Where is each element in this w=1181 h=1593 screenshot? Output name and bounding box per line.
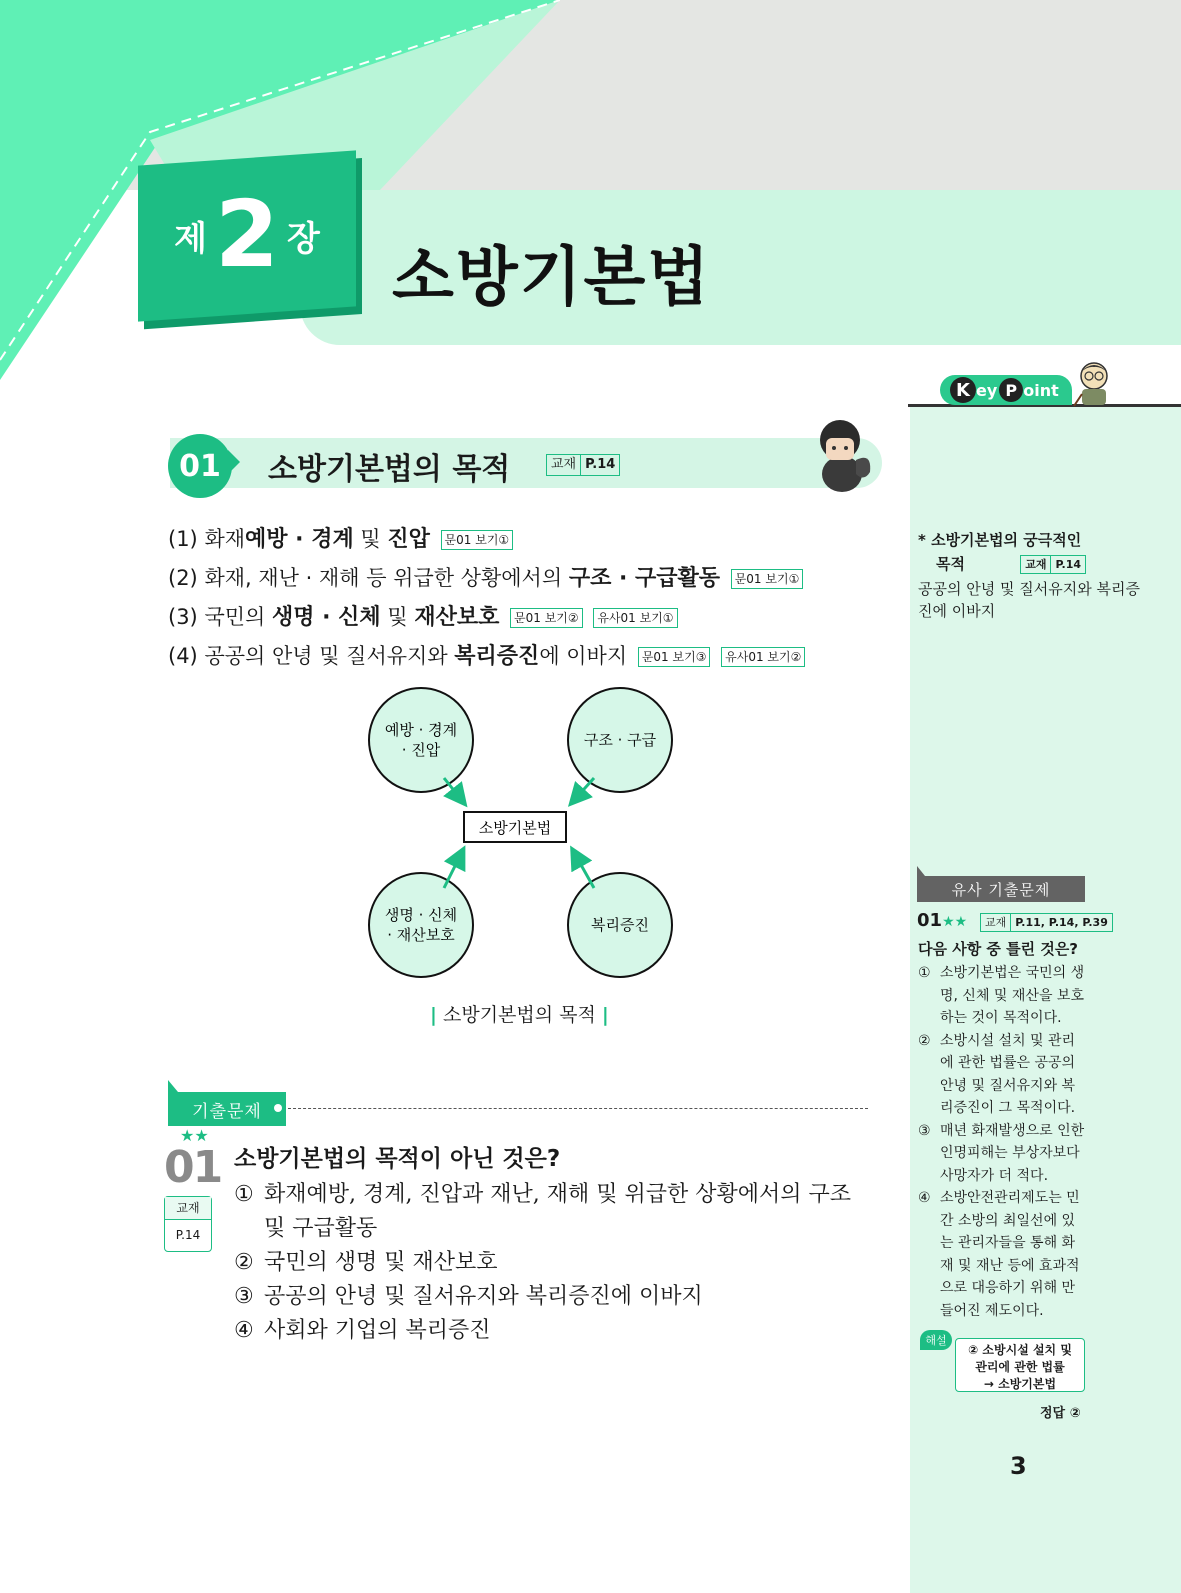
purpose-bold: 복리증진 [454, 644, 540, 669]
diagram-arrow [576, 778, 594, 798]
purpose-text: 공공의 안녕 및 질서유지와 [204, 644, 455, 668]
key-point-tag [1020, 555, 1086, 574]
diagram-node-top-left [369, 688, 473, 792]
question-option [234, 1246, 874, 1280]
option-mark: ① [234, 1182, 254, 1207]
purpose-num: (3) [168, 605, 198, 629]
purpose-text: 화재 [204, 527, 246, 551]
mascot-boy-icon [1070, 358, 1118, 408]
similar-options [918, 962, 1086, 1322]
question-option [234, 1314, 874, 1348]
section-chevron-icon [228, 450, 240, 474]
similar-option-mark: ② [918, 1032, 931, 1049]
key-point-heading-line2: 목적 [936, 555, 965, 573]
purpose-item [168, 520, 805, 559]
question-ref-tag: 문01 보기② [510, 608, 583, 628]
caption-bar-right: | [601, 1004, 609, 1026]
option-text: 공공의 안녕 및 질서유지와 복리증진에 이바지 [264, 1284, 703, 1309]
diagram-node-text: 복리증진 [591, 916, 649, 934]
explanation-line1: ② 소방시설 설치 및 [968, 1343, 1072, 1357]
question-text: 소방기본법의 목적이 아닌 것은? [234, 1146, 561, 1172]
purpose-item [168, 559, 805, 598]
explanation-line3: → 소방기본법 [983, 1377, 1057, 1391]
purpose-num: (1) [168, 527, 198, 551]
question-tag [164, 1196, 212, 1252]
similar-option-mark: ③ [918, 1122, 931, 1139]
explanation-line2: 관리에 관한 법률 [975, 1360, 1065, 1374]
diagram-node-text: · 진압 [401, 741, 441, 759]
similar-option-text: 소방시설 설치 및 관리에 관한 법률은 공공의 안녕 및 질서유지와 복리증진이 그 목적이다. [940, 1032, 1076, 1116]
similar-tag-label: 교재 [985, 916, 1007, 929]
exam-tab: 기출문제 [168, 1092, 286, 1126]
exam-tab-notch [168, 1080, 178, 1092]
caption-text: 소방기본법의 목적 [443, 1004, 596, 1026]
option-text: 사회와 기업의 복리증진 [264, 1318, 491, 1343]
key-point-oint: oint [1023, 380, 1059, 400]
section-tag-label: 교재 [551, 457, 577, 472]
question-option [234, 1178, 874, 1246]
key-point-badge [940, 375, 1072, 405]
purpose-num: (4) [168, 644, 198, 668]
purpose-text: 화재, 재난 · 재해 등 위급한 상황에서의 [204, 566, 569, 590]
exam-divider [288, 1108, 868, 1109]
section-title: 소방기본법의 목적 [268, 452, 511, 487]
purpose-bold: 진압 [387, 527, 430, 552]
question-tag-page: P.14 [175, 1228, 201, 1242]
similar-tag [980, 912, 1113, 932]
section-tag [546, 454, 620, 476]
purpose-bold: 생명 · 신체 [271, 605, 381, 630]
diagram-node-text: · 재산보호 [387, 926, 455, 944]
diagram-caption [430, 1000, 609, 1027]
similar-ref-tag: 유사01 보기② [721, 647, 805, 667]
purpose-text: 에 이바지 [539, 644, 628, 668]
diagram-node-bottom-left [369, 873, 473, 977]
similar-option-text: 매년 화재발생으로 인한 인명피해는 부상자보다 사망자가 더 적다. [940, 1122, 1085, 1184]
chapter-suffix: 장 [287, 218, 320, 259]
question-ref-tag: 문01 보기① [731, 569, 804, 589]
diagram-center-text: 소방기본법 [478, 819, 552, 837]
key-point-tag-page: P.14 [1050, 556, 1085, 573]
similar-exam-header: 유사 기출문제 [917, 876, 1085, 902]
question-number: 01 [164, 1142, 222, 1193]
similar-option [918, 962, 1086, 1030]
similar-stars: ★★ [942, 914, 968, 930]
similar-question: 다음 사항 중 틀린 것은? [918, 940, 1079, 958]
purpose-text: 및 [380, 605, 415, 629]
purpose-bold: 예방 · 경계 [245, 527, 354, 552]
purpose-num: (2) [168, 566, 198, 590]
similar-question-number [917, 910, 967, 931]
similar-option-mark: ① [918, 965, 931, 981]
purpose-bold: 구조 · 구급활동 [568, 566, 721, 591]
similar-option-text: 소방기본법은 국민의 생명, 신체 및 재산을 보호하는 것이 목적이다. [940, 965, 1085, 1026]
similar-option [918, 1187, 1086, 1322]
section-number: 01 [168, 434, 232, 498]
diagram-node-text: 예방 · 경계 [384, 721, 458, 739]
similar-header-notch [917, 866, 925, 876]
chapter-title: 소방기본법 [392, 241, 712, 315]
key-point-body: 공공의 안녕 및 질서유지와 복리증진에 이바지 [918, 580, 1140, 620]
explanation-tag: 해설 [920, 1330, 952, 1350]
diagram-node-text: 구조 · 구급 [583, 731, 657, 749]
similar-tag-pages: P.11, P.14, P.39 [1010, 914, 1112, 931]
answer-label: 정답 ② [1040, 1406, 1081, 1421]
purpose-diagram [360, 680, 680, 990]
question-options [234, 1178, 874, 1348]
key-point-heading-line1: * 소방기본법의 궁극적인 [918, 531, 1082, 549]
chapter-prefix: 제 [174, 218, 207, 259]
purpose-list [168, 520, 805, 676]
similar-number-text: 01 [917, 910, 943, 931]
exam-tab-dot [274, 1104, 282, 1112]
key-point-ey: ey [976, 380, 998, 400]
chapter-number: 2 [214, 181, 279, 288]
key-point-p: P [999, 378, 1023, 402]
diagram-arrow [576, 856, 594, 888]
diagram-node-text: 생명 · 신체 [384, 906, 458, 924]
purpose-item [168, 598, 805, 637]
option-mark: ② [234, 1250, 254, 1275]
option-text: 국민의 생명 및 재산보호 [264, 1250, 498, 1275]
option-mark: ④ [234, 1318, 254, 1343]
similar-ref-tag: 유사01 보기① [593, 608, 677, 628]
similar-option-mark: ④ [918, 1190, 931, 1206]
question-tag-label: 교재 [165, 1197, 211, 1220]
similar-option-text: 소방안전관리제도는 민간 소방의 최일선에 있는 관리자들을 통해 화재 및 재난 등에 효과적으로 대응하기 위해 만들어진 제도이다. [940, 1190, 1080, 1319]
option-mark: ③ [234, 1284, 254, 1309]
option-text: 화재예방, 경계, 진압과 재난, 재해 및 위급한 상황에서의 구조 및 구급활동 [264, 1182, 851, 1241]
question-option [234, 1280, 874, 1314]
page-number: 3 [1010, 1452, 1027, 1480]
purpose-bold: 재산보호 [414, 605, 500, 630]
question-ref-tag: 문01 보기③ [638, 647, 711, 667]
caption-bar-left: | [430, 1004, 437, 1026]
section-tag-page: P.14 [580, 455, 619, 475]
key-point-tag-label: 교재 [1025, 558, 1047, 571]
similar-option [918, 1120, 1086, 1188]
key-point-heading [918, 528, 1086, 576]
explanation-box [955, 1338, 1085, 1392]
key-point-k: K [950, 377, 976, 403]
similar-option [918, 1030, 1086, 1120]
purpose-item [168, 637, 805, 676]
purpose-text: 및 [353, 527, 388, 551]
chapter-label [138, 180, 356, 290]
question-stars: ★★ [180, 1126, 209, 1145]
purpose-text: 국민의 [204, 605, 272, 629]
question-ref-tag: 문01 보기① [441, 530, 514, 550]
firefighter-mascot-icon [812, 412, 878, 494]
